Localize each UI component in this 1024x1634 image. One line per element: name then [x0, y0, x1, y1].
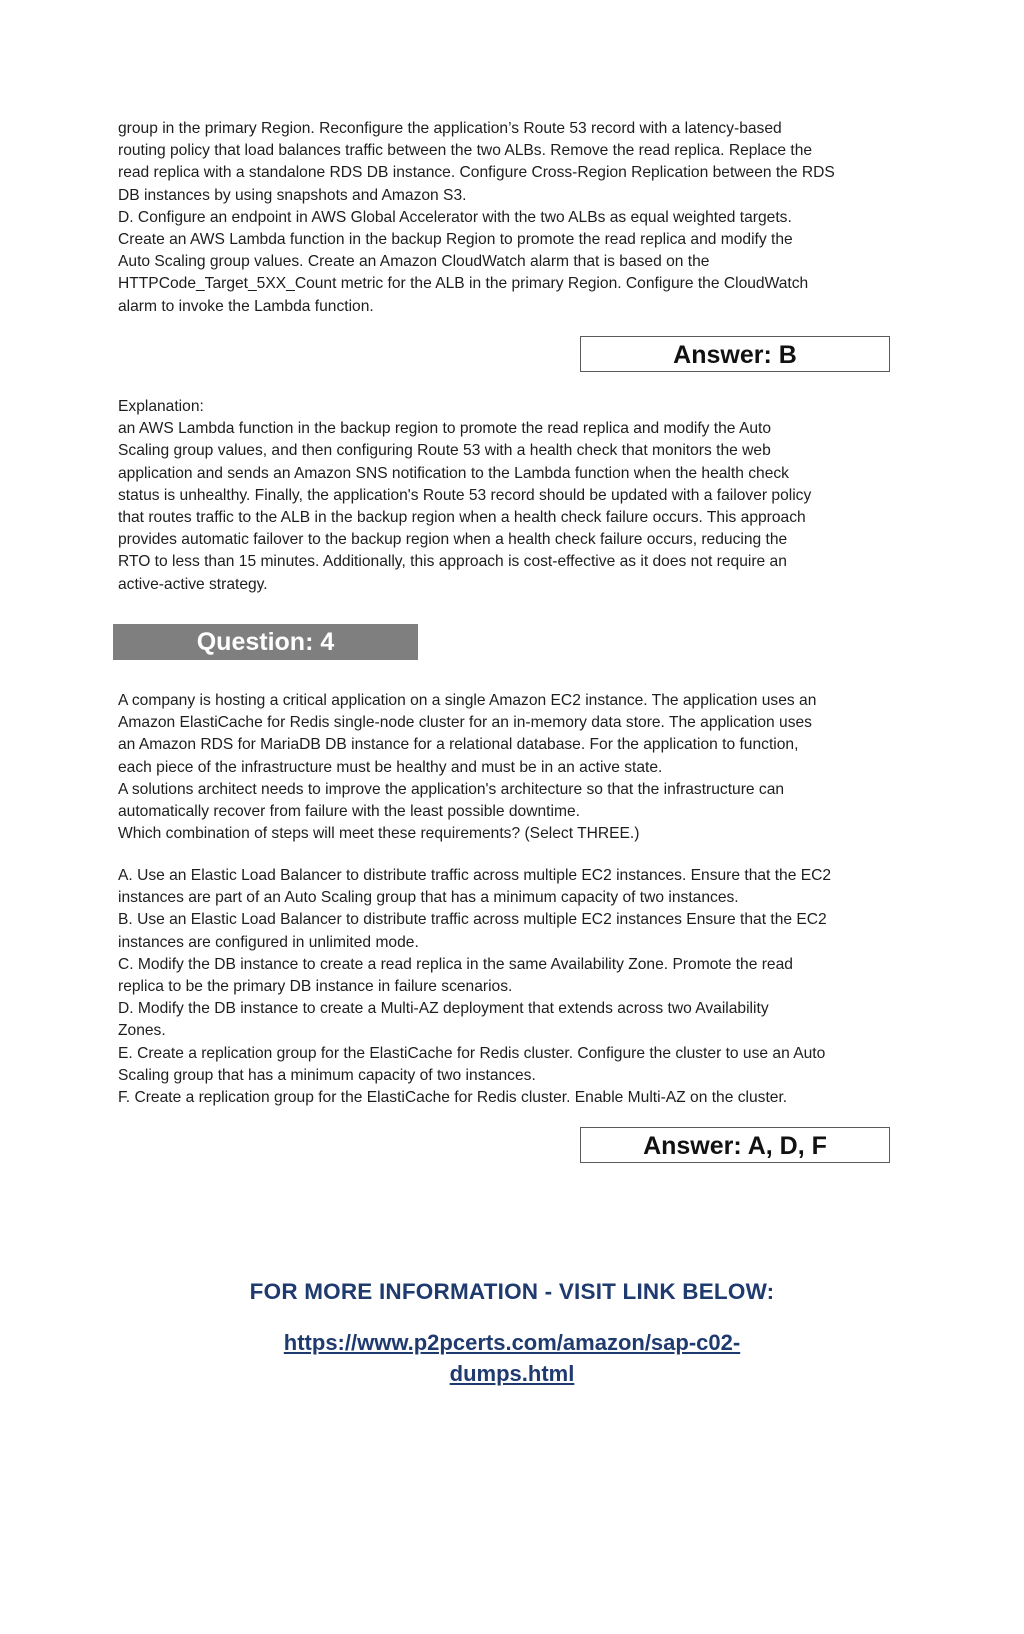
answer-box-previous	[580, 336, 890, 372]
option-a-line: A. Use an Elastic Load Balancer to distribute traffic across multiple EC2 instances. Ensure that the EC2	[118, 867, 832, 884]
text-line: an Amazon RDS for MariaDB DB instance for a relational database. For the application to function,	[118, 736, 799, 754]
text-line: alarm to invoke the Lambda function.	[118, 297, 374, 315]
answer-label: Answer: B	[673, 341, 797, 369]
text-line: provides automatic failover to the backup region when a health check failure occurs, reducing the	[118, 531, 788, 549]
dumps-link[interactable]: https://www.p2pcerts.com/amazon/sap-c02-dumps.html	[283, 1330, 741, 1386]
text-line: A solutions architect needs to improve the application's architecture so that the infrastructure can	[118, 780, 785, 798]
text-line: instances are part of an Auto Scaling group that has a minimum capacity of two instances.	[118, 889, 739, 907]
text-line: RTO to less than 15 minutes. Additionally, this approach is cost-effective as it does not require an	[118, 553, 787, 571]
option-c-line: C. Modify the DB instance to create a read replica in the same Availability Zone. Promote the read	[118, 955, 793, 973]
text-line: Create an AWS Lambda function in the backup Region to promote the read replica and modify the	[118, 231, 793, 249]
question-number: Question: 4	[196, 628, 335, 656]
text-line: instances are configured in unlimited mode.	[118, 933, 419, 951]
text-line: A company is hosting a critical application on a single Amazon EC2 instance. The application uses an	[118, 692, 817, 709]
text-line: DB instances by using snapshots and Amazon S3.	[118, 186, 467, 204]
answer-options	[118, 865, 868, 1109]
text-line: status is unhealthy. Finally, the application's Route 53 record should be updated with a failover policy	[118, 486, 812, 504]
footer-link-container	[0, 1327, 1024, 1389]
option-f-line: F. Create a replication group for the ElastiCache for Redis cluster. Enable Multi-AZ on the cluster.	[118, 1089, 788, 1107]
option-d-line: D. Configure an endpoint in AWS Global Accelerator with the two ALBs as equal weighted targets.	[118, 208, 792, 226]
explanation-heading: Explanation:	[118, 398, 204, 415]
text-line: application and sends an Amazon SNS notification to the Lambda function when the health check	[118, 464, 789, 482]
text-line: replica to be the primary DB instance in failure scenarios.	[118, 978, 513, 996]
text-line: each piece of the infrastructure must be healthy and must be in an active state.	[118, 758, 663, 776]
text-line: Scaling group values, and then configuring Route 53 with a health check that monitors the web	[118, 442, 771, 460]
answer-label: Answer: A, D, F	[643, 1132, 827, 1160]
question-prompt: Which combination of steps will meet these requirements? (Select THREE.)	[118, 825, 640, 843]
text-line: Amazon ElastiCache for Redis single-node cluster for an in-memory data store. The application uses	[118, 714, 812, 732]
option-b-line: B. Use an Elastic Load Balancer to distribute traffic across multiple EC2 instances Ensure that the EC2	[118, 911, 827, 929]
text-line: Zones.	[118, 1022, 166, 1040]
previous-question-options	[118, 118, 868, 318]
text-line: group in the primary Region. Reconfigure the application’s Route 53 record with a latency-based	[118, 120, 782, 137]
text-line: routing policy that load balances traffic between the two ALBs. Remove the read replica. Replace the	[118, 142, 813, 160]
text-line: Scaling group that has a minimum capacity of two instances.	[118, 1066, 536, 1084]
text-line: Auto Scaling group values. Create an Amazon CloudWatch alarm that is based on the	[118, 253, 710, 271]
text-line: HTTPCode_Target_5XX_Count metric for the ALB in the primary Region. Configure the CloudWatch	[118, 275, 809, 293]
text-line: active-active strategy.	[118, 575, 268, 593]
option-e-line: E. Create a replication group for the ElastiCache for Redis cluster. Configure the cluster to use an Auto	[118, 1044, 826, 1062]
explanation-section	[118, 396, 868, 596]
question-banner	[113, 624, 418, 660]
text-line: read replica with a standalone RDS DB instance. Configure Cross-Region Replication between the RDS	[118, 164, 835, 182]
option-d-line: D. Modify the DB instance to create a Multi-AZ deployment that extends across two Availability	[118, 1000, 769, 1018]
text-line: an AWS Lambda function in the backup region to promote the read replica and modify the Auto	[118, 420, 772, 438]
footer-heading: FOR MORE INFORMATION - VISIT LINK BELOW:	[249, 1279, 775, 1304]
text-line: automatically recover from failure with the least possible downtime.	[118, 803, 580, 821]
question-body	[118, 690, 868, 845]
text-line: that routes traffic to the ALB in the backup region when a health check failure occurs. This approach	[118, 509, 806, 527]
answer-box-question-4	[580, 1127, 890, 1163]
